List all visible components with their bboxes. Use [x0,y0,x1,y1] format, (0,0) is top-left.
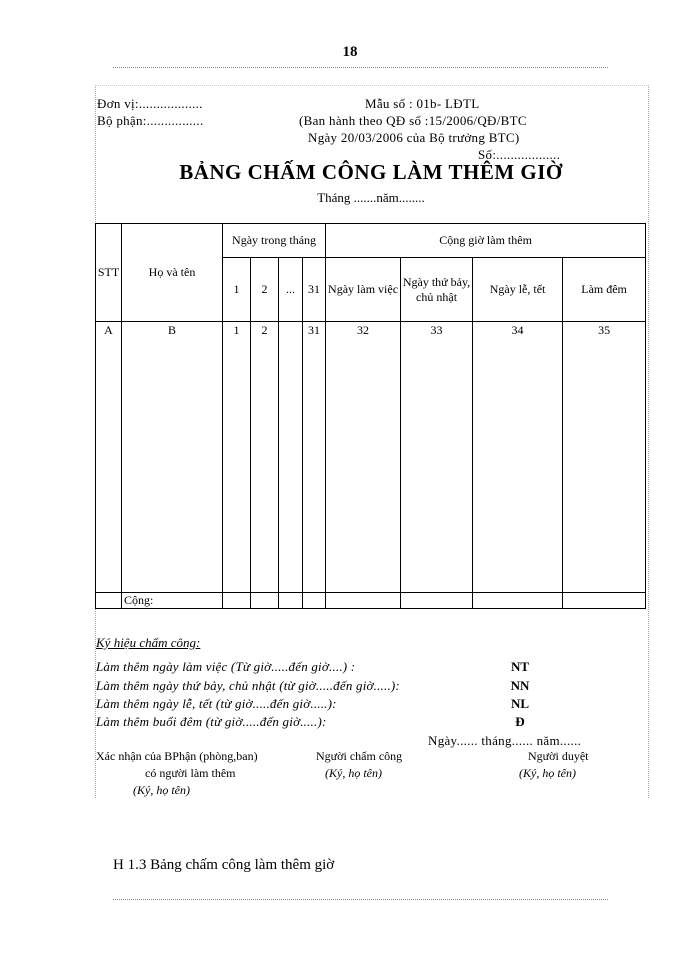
code-cell: 33 [401,322,473,339]
header-full-name: Họ và tên [122,224,223,322]
code-cell: B [122,322,223,339]
issued-date: Ngày 20/03/2006 của Bộ trưởng BTC) [308,130,520,145]
legend-code: Đ [515,714,525,729]
header-day-31: 31 [303,258,326,322]
form-title: BẢNG CHẤM CÔNG LÀM THÊM GIỜ [179,160,563,184]
timekeeper-label: Người chấm công [316,749,403,763]
confirm-department-label-2: có người làm thêm [145,766,236,780]
table-row [96,339,646,593]
signature-date-line: Ngày...... tháng...... năm...... [428,733,582,748]
top-divider [113,67,608,68]
approver-signature-note: (Ký, họ tên) [519,766,576,780]
issued-by-decision: (Ban hành theo QĐ số :15/2006/QĐ/BTC [299,113,527,128]
code-cell [279,322,303,339]
header-day-1: 1 [223,258,251,322]
total-row [96,593,646,609]
form-period: Tháng .......năm........ [317,190,425,205]
timekeeper-signature-note: (Ký, họ tên) [325,766,382,780]
code-cell: 32 [326,322,401,339]
header-day-2: 2 [251,258,279,322]
approver-label: Người duyệt [528,749,589,763]
overtime-timesheet-table [95,223,646,609]
department-field: Bộ phận:................ [97,113,204,128]
total-label: Cộng: [122,593,223,609]
confirm-signature-note: (Ký, họ tên) [133,783,190,797]
legend-title: Ký hiệu chấm công: [96,635,201,650]
code-cell: 35 [563,322,646,339]
header-workday: Ngày làm việc [326,258,401,322]
header-day-ellipsis: ... [279,258,303,322]
header-night: Làm đêm [563,258,646,322]
code-cell: 34 [473,322,563,339]
header-weekend: Ngày thứ bảy, chủ nhật [401,258,473,322]
header-stt: STT [96,224,122,322]
legend-item: Làm thêm ngày thứ bảy, chủ nhật (từ giờ.....đến giờ.....): [96,678,400,693]
page-number: 18 [342,44,358,60]
legend-code: NT [510,659,530,674]
figure-caption: H 1.3 Bảng chấm công làm thêm giờ [113,857,335,873]
form-number: Mẫu số : 01b- LĐTL [365,96,480,111]
header-overtime-total: Cộng giờ làm thêm [326,224,646,258]
unit-field: Đơn vị:.................. [97,96,203,111]
header-days-in-month: Ngày trong tháng [223,224,326,258]
code-cell: 31 [303,322,326,339]
code-cell: 1 [223,322,251,339]
code-cell: A [96,322,122,339]
legend-code: NL [510,696,530,711]
legend-item: Làm thêm ngày lễ, tết (từ giờ.....đến giờ.....): [96,696,337,711]
confirm-department-label: Xác nhận của BPhận (phòng,ban) [96,749,258,763]
code-cell: 2 [251,322,279,339]
legend-code: NN [510,678,530,693]
legend-item: Làm thêm ngày làm việc (Từ giờ.....đến giờ....) : [96,659,356,674]
legend-item: Làm thêm buổi đêm (từ giờ.....đến giờ.....): [96,714,327,729]
header-holiday: Ngày lễ, tết [473,258,563,322]
document-number: Số:.................. [478,147,561,162]
bottom-divider [113,899,608,900]
